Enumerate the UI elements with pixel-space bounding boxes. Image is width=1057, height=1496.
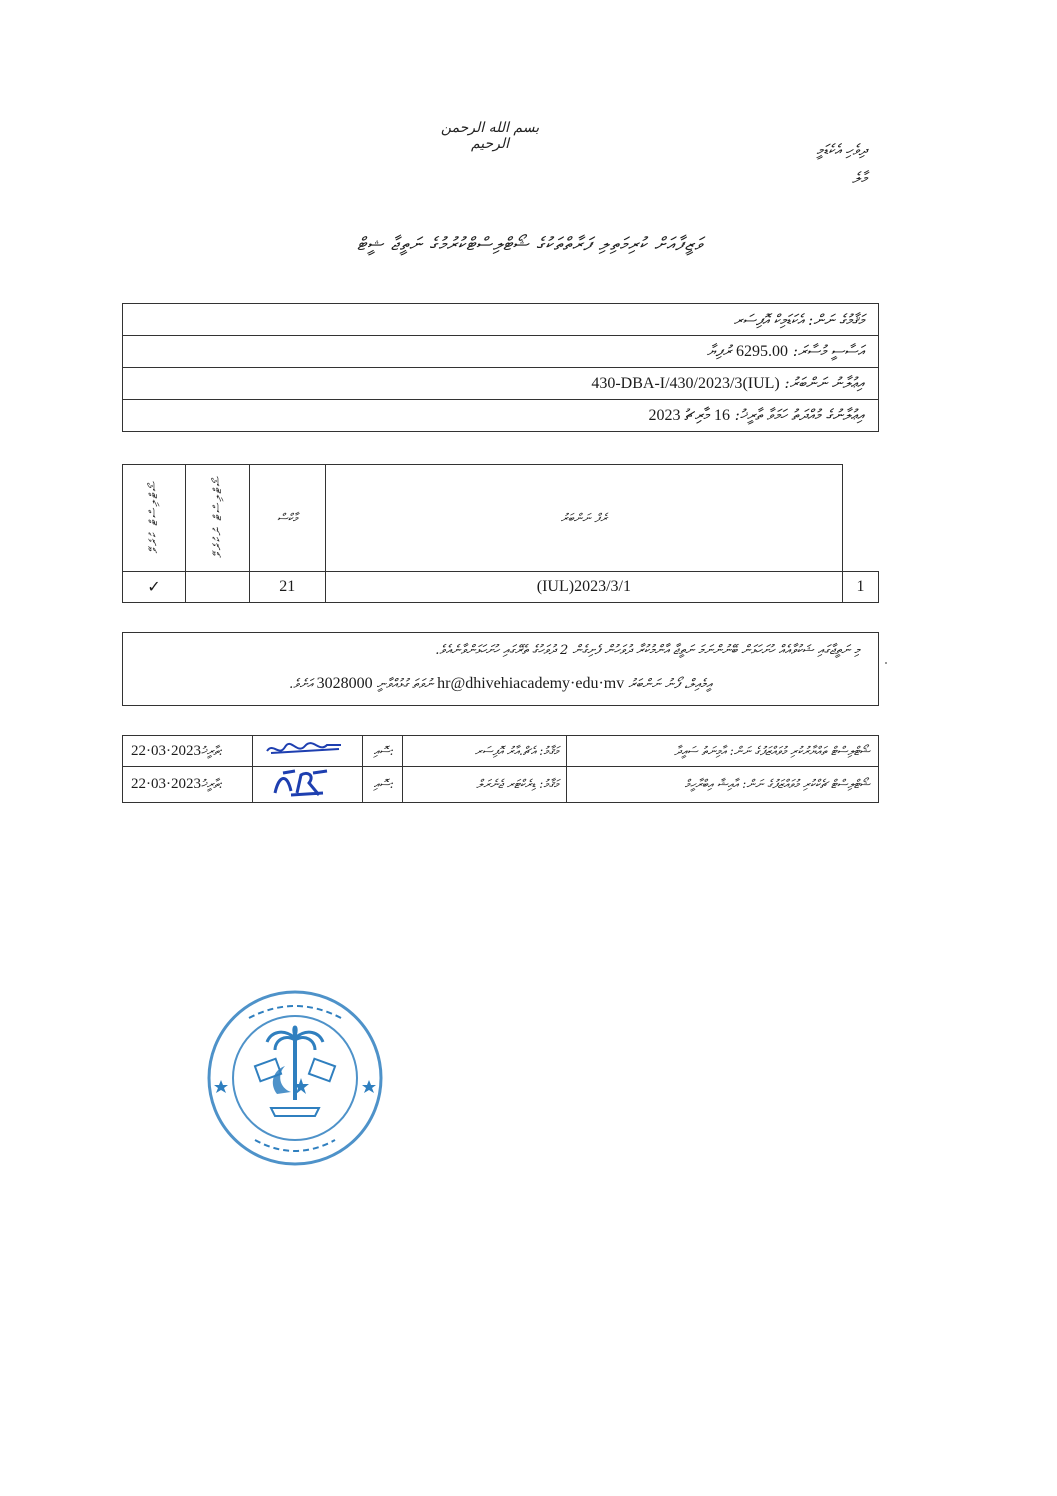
candidates-table bbox=[122, 464, 879, 603]
notice-contact-label: އީމެއިލް، ފޯނު ނަންބަރު bbox=[628, 677, 712, 692]
post-info-table bbox=[122, 303, 879, 432]
checked-post: މަޤާމު: ޑިރެކްޓަރ ޖެނެރަލް bbox=[402, 767, 567, 803]
header-not-shortlisted: ޝޯޓްލިސްޓް ނުކުރެވޭ bbox=[185, 465, 249, 572]
header-number bbox=[843, 465, 879, 572]
marks-cell: 21 bbox=[249, 572, 325, 603]
signature-row bbox=[123, 767, 879, 803]
salary-label: އަސާސީ މުސާރަ: bbox=[792, 342, 864, 360]
notice-line-2 bbox=[123, 675, 878, 693]
notice-phone-label: ނުވަތަ ގުޅުއްވާނީ bbox=[376, 677, 434, 692]
prepared-date-cell bbox=[123, 736, 253, 767]
notice-line-1: މި ނަތީޖާގައި ޝަކުވާއެއް ހުށަހަޅަން ބޭނުންނަމަ ނަތީޖާ އާންމުކުރާ ދުވަހުން ފެށިގެން 2 ދުވަހުގެ ތެރޭގައި ހުށަހަޅަންވާނެއެވެ. bbox=[435, 643, 860, 658]
header-ref: ރެފް ނަންބަރު bbox=[325, 465, 842, 572]
prepared-date: 22·03·2023 bbox=[131, 742, 201, 759]
deadline-row bbox=[123, 400, 879, 432]
checked-date: 22·03·2023 bbox=[131, 776, 201, 792]
signature-row bbox=[123, 736, 879, 767]
prepared-signature-cell bbox=[252, 736, 362, 767]
ad-row bbox=[123, 368, 879, 400]
header-marks: މާކްސް bbox=[249, 465, 325, 572]
deadline-value: 16 މާރިޗު 2023 bbox=[648, 407, 730, 424]
salary-value: 6295.00 bbox=[736, 343, 789, 360]
shortlisted-cell: ✓ bbox=[123, 572, 186, 603]
scan-speck bbox=[885, 662, 887, 664]
notice-suffix: އަށެވެ. bbox=[289, 677, 313, 692]
not-shortlisted-cell bbox=[185, 572, 249, 603]
prepared-by: ޝޯޓްލިސްޓް ތައްޔާރުކުރި މުވައްޒަފުގެ ނަން: އާމިނަތު ސައީދާ bbox=[567, 736, 879, 767]
row-number-cell: 1 bbox=[843, 572, 879, 603]
notice-email: hr@dhivehiacademy·edu·mv bbox=[437, 675, 625, 692]
prepared-signature-icon bbox=[261, 739, 351, 761]
organization-header bbox=[816, 136, 867, 192]
ad-value: (IUL)430-DBA-I/430/2023/3 bbox=[591, 375, 780, 392]
ref-cell: (IUL)2023/3/1 bbox=[325, 572, 842, 603]
checked-signature-cell bbox=[252, 767, 362, 803]
checked-date-cell bbox=[123, 767, 253, 803]
prepared-post: މަޤާމު: އެޗް.އާރު އޮފިސަރ bbox=[402, 736, 567, 767]
notice-phone: 3028000 bbox=[316, 675, 373, 692]
checked-by: ޝޯޓްލިސްޓް ޗެކްކުރި މުވައްޒަފުގެ ނަން: އާއިޝާ އިބްރާހީމް bbox=[567, 767, 879, 803]
post-row bbox=[123, 304, 879, 336]
post-value: އެކަޑަމިކް އޮފިސަރ bbox=[733, 310, 804, 329]
notice-box bbox=[122, 632, 879, 706]
ad-label: އިޢުލާނު ނަންބަރު: bbox=[784, 374, 864, 392]
organization-city: މާލެ bbox=[852, 169, 867, 187]
checked-signature-icon bbox=[261, 767, 351, 799]
salary-unit: ރުފިޔާ bbox=[706, 342, 732, 360]
signatures-table bbox=[122, 735, 879, 803]
prepared-sign-label: ސޮއި: bbox=[362, 736, 402, 767]
official-seal-icon bbox=[205, 988, 385, 1168]
checked-date-label: ތާރީޚު: bbox=[201, 777, 223, 791]
salary-row bbox=[123, 336, 879, 368]
post-label: މަޤާމުގެ ނަން: bbox=[808, 310, 864, 329]
checked-sign-label: ސޮއި: bbox=[362, 767, 402, 803]
prepared-date-label: ތާރީޚު: bbox=[201, 743, 223, 758]
deadline-label: އިޢުލާނުގެ މުއްދަތު ހަމަވާ ތާރީޚު: bbox=[734, 406, 864, 424]
organization-name: ދިވެހި އެކެޑަމީ bbox=[816, 141, 867, 159]
page-title: ވަޒީފާއަށް ކުރިމަތިލި ފަރާތްތަކުގެ ޝޯޓްލިސްޓްކުރުމުގެ ނަތީޖާ ޝީޓް bbox=[356, 234, 704, 255]
table-row bbox=[123, 572, 879, 603]
bismillah: بسم الله الرحمن الرحيم bbox=[440, 120, 540, 152]
header-shortlisted: ޝޯޓްލިސްޓް ކުރެވޭ bbox=[123, 465, 186, 572]
